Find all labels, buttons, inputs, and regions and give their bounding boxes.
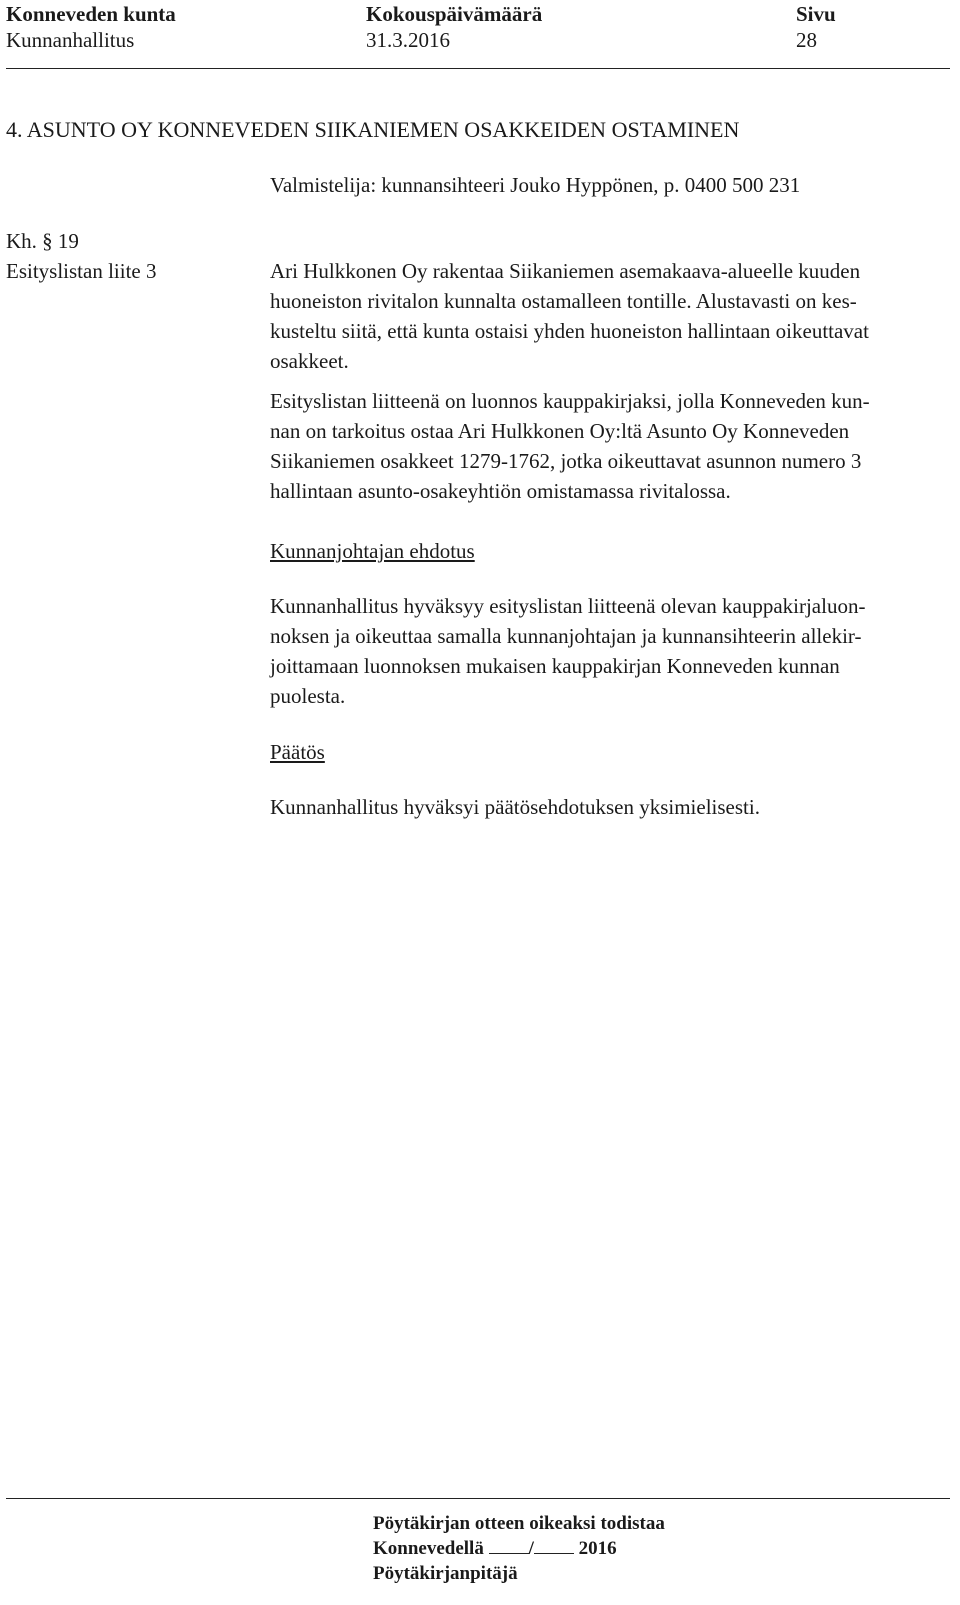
- proposal-text: [270, 591, 950, 711]
- footer-month-blank: [534, 1537, 574, 1554]
- paragraph-line: kusteltu siitä, että kunta ostaisi yhden huoneiston hallintaan oikeuttavat: [270, 319, 869, 343]
- header-date-label: Kokouspäivämäärä: [366, 2, 543, 26]
- decision-text: Kunnanhallitus hyväksyi päätösehdotuksen yksimielisesti.: [270, 795, 760, 819]
- header-date: 31.3.2016: [366, 28, 450, 52]
- proposal-heading: Kunnanjohtajan ehdotus: [270, 539, 475, 563]
- footer-year: 2016: [578, 1538, 617, 1559]
- attachment-ref: Esityslistan liite 3: [6, 259, 157, 283]
- footer-place-date: [373, 1536, 617, 1561]
- footer-divider: [6, 1498, 950, 1499]
- paragraph-line: hallintaan asunto-osakeyhtiön omistamassa rivitalossa.: [270, 479, 731, 503]
- decision-heading: Päätös: [270, 740, 325, 764]
- footer-signatory: Pöytäkirjanpitäjä: [373, 1563, 518, 1584]
- header-divider: [6, 68, 950, 69]
- header-page-number: 28: [796, 28, 817, 52]
- paragraph-background: [270, 256, 950, 376]
- paragraph-line: Ari Hulkkonen Oy rakentaa Siikaniemen asemakaava-alueelle kuuden: [270, 259, 861, 283]
- header-body: Kunnanhallitus: [6, 28, 135, 52]
- paragraph-line: Esityslistan liitteenä on luonnos kauppakirjaksi, jolla Konneveden kun-: [270, 389, 870, 413]
- paragraph-line: noksen ja oikeuttaa samalla kunnanjohtajan ja kunnansihteerin allekir-: [270, 624, 862, 648]
- paragraph-line: osakkeet.: [270, 349, 349, 373]
- header-page-label: Sivu: [796, 2, 836, 26]
- header-org: Konneveden kunta: [6, 2, 176, 26]
- footer-certification: Pöytäkirjan otteen oikeaksi todistaa: [373, 1513, 665, 1534]
- preparer-line: Valmistelija: kunnansihteeri Jouko Hyppönen, p. 0400 500 231: [270, 173, 801, 197]
- paragraph-line: huoneiston rivitalon kunnalta ostamalleen tontille. Alustavasti on kes-: [270, 289, 857, 313]
- item-title: 4. ASUNTO OY KONNEVEDEN SIIKANIEMEN OSAKKEIDEN OSTAMINEN: [6, 117, 740, 142]
- footer-day-blank: [489, 1537, 529, 1554]
- footer-place: Konnevedellä: [373, 1538, 484, 1559]
- paragraph-line: joittamaan luonnoksen mukaisen kauppakirjan Konneveden kunnan: [270, 654, 840, 678]
- paragraph-line: nan on tarkoitus ostaa Ari Hulkkonen Oy:ltä Asunto Oy Konneveden: [270, 419, 850, 443]
- section-number: Kh. § 19: [6, 229, 79, 253]
- paragraph-line: puolesta.: [270, 684, 346, 708]
- paragraph-line: Siikaniemen osakkeet 1279-1762, jotka oikeuttavat asunnon numero 3: [270, 449, 862, 473]
- paragraph-attachment: [270, 386, 950, 506]
- footer-slash: /: [528, 1538, 534, 1559]
- paragraph-line: Kunnanhallitus hyväksyy esityslistan liitteenä olevan kauppakirjaluon-: [270, 594, 866, 618]
